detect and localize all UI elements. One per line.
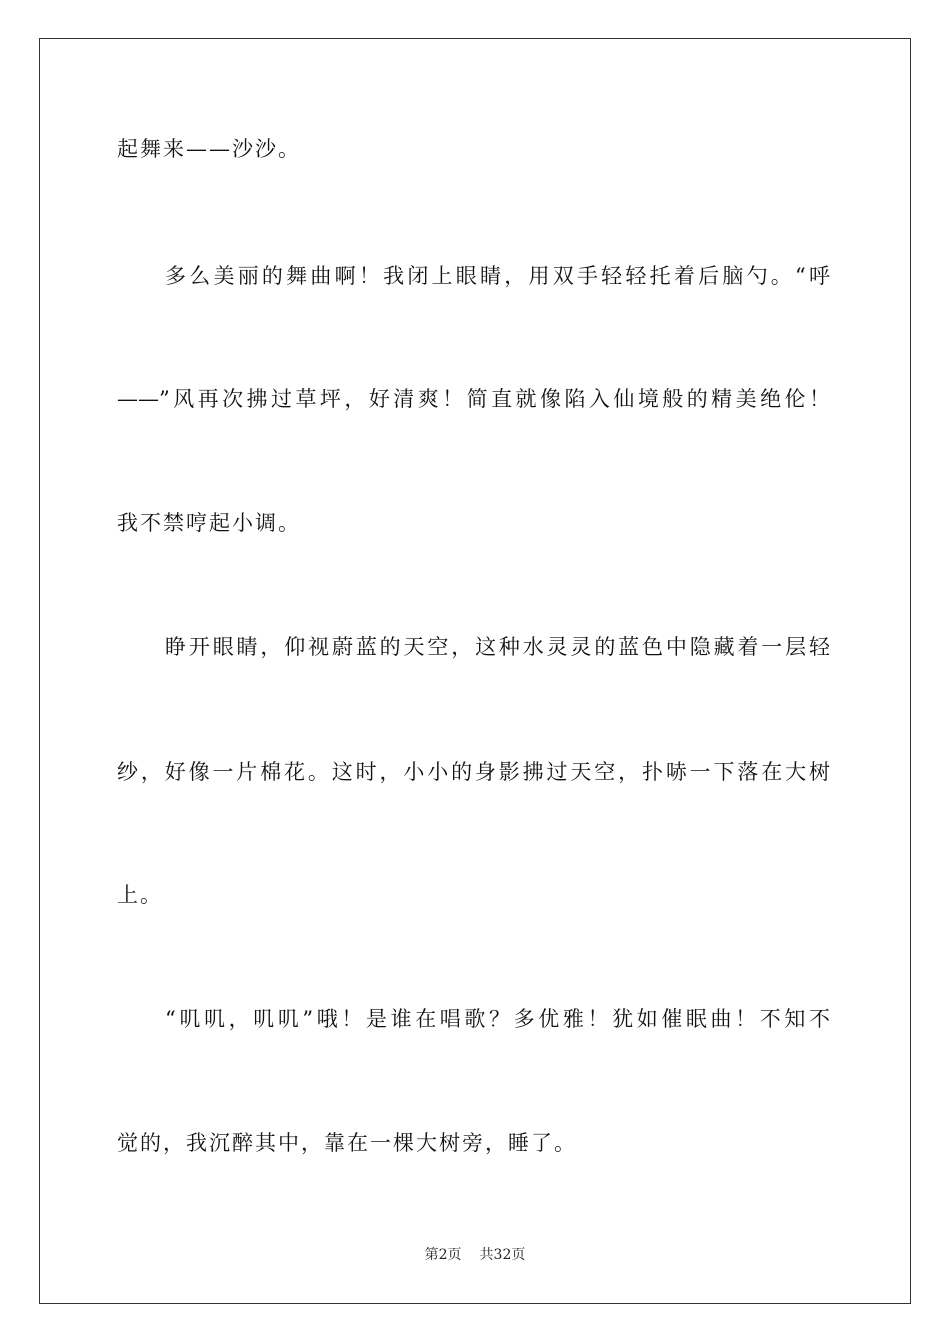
text-line: 睁开眼睛，仰视蔚蓝的天空，这种水灵灵的蓝色中隐藏着一层轻: [165, 635, 830, 659]
text-line: 我不禁哼起小调。: [117, 511, 301, 535]
page-number: 第2页: [424, 1247, 462, 1263]
text-line: 觉的，我沉醉其中，靠在一棵大树旁，睡了。: [117, 1131, 577, 1155]
page-footer: [0, 1245, 950, 1265]
text-line: 上。: [117, 883, 163, 907]
text-line: 纱，好像一片棉花。这时，小小的身影拂过天空，扑哧一下落在大树: [117, 760, 830, 784]
text-line: ——”风再次拂过草坪，好清爽！简直就像陷入仙境般的精美绝伦！: [117, 387, 830, 411]
text-line: 起舞来——沙沙。: [117, 137, 301, 161]
page-border: [39, 38, 911, 1304]
text-line: “叽叽，叽叽”哦！是谁在唱歌？多优雅！犹如催眠曲！不知不: [165, 1007, 830, 1031]
page-total: 共32页: [479, 1247, 526, 1263]
text-line: 多么美丽的舞曲啊！我闭上眼睛，用双手轻轻托着后脑勺。“呼: [165, 264, 830, 288]
